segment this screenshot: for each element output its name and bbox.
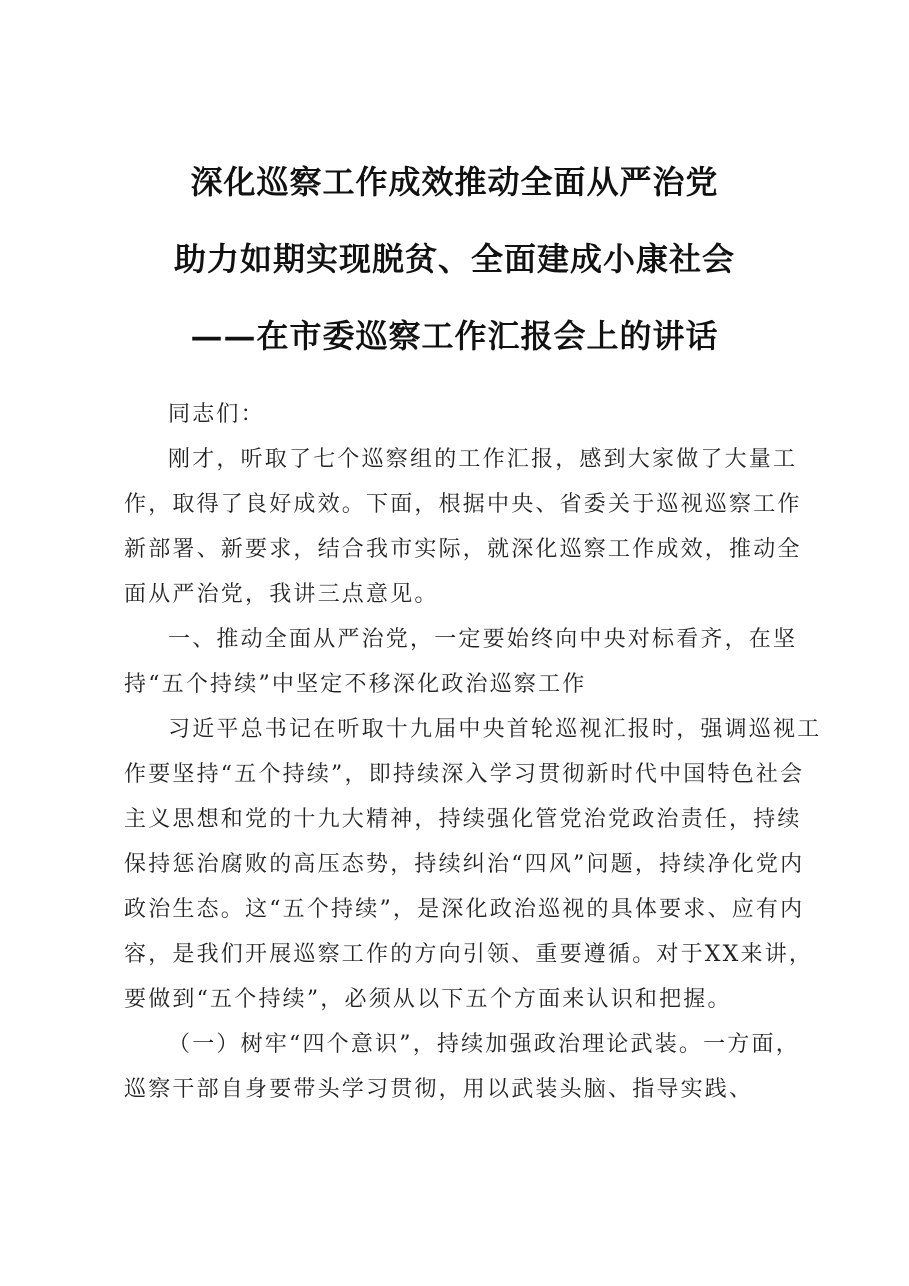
- document-body: [124, 392, 824, 1112]
- document-title-line-2: 助力如期实现脱贫、全面建成小康社会: [173, 240, 735, 278]
- paragraph-intro: 刚才，听取了七个巡察组的工作汇报，感到大家做了大量工作，取得了良好成效。下面，根据中央、省委关于巡视巡察工作新部署、新要求，结合我市实际，就深化巡察工作成效，推动全面从严治党，我讲三点意见。: [124, 447, 802, 607]
- greeting: 同志们：: [168, 402, 265, 427]
- document-subtitle: ——在市委巡察工作汇报会上的讲话: [190, 317, 719, 355]
- paragraph-subsection-1: （一）树牢“四个意识”，持续加强政治理论武装。一方面，巡察干部自身要带头学习贯彻，用以武装头脑、指导实践、: [124, 1032, 800, 1102]
- section-heading-1: 一、推动全面从严治党，一定要始终向中央对标看齐，在坚持“五个持续”中坚定不移深化政治巡察工作: [124, 627, 798, 697]
- document-title-line-1: 深化巡察工作成效推动全面从严治党: [190, 163, 719, 201]
- paragraph-five-continuations: 习近平总书记在听取十九届中央首轮巡视汇报时，强调巡视工作要坚持“五个持续”，即持续深入学习贯彻新时代中国特色社会主义思想和党的十九大精神，持续强化管党治党政治责任，持续保持惩治腐败的高压态势，持续纠治“四风”问题，持续净化党内政治生态。这“五个持续”，是深化政治巡视的具体要求、应有内容，是我们开展巡察工作的方向引领、重要遵循。对于XX来讲，要做到“五个持续”，必须从以下五个方面来认识和把握。: [124, 717, 822, 1012]
